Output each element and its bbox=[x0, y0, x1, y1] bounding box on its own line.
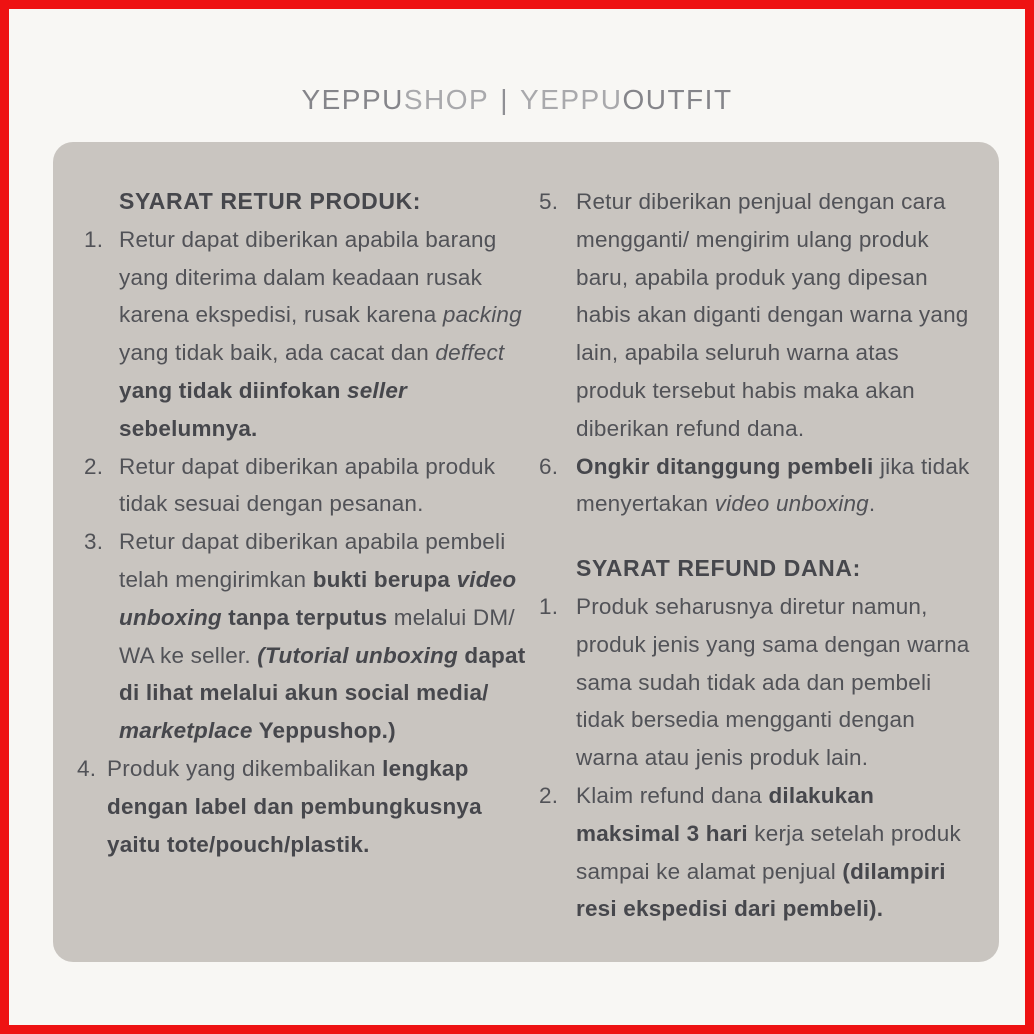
brand-yeppushop-suffix: SHOP bbox=[403, 84, 490, 115]
item-number: 5. bbox=[539, 189, 559, 214]
list-item bbox=[77, 750, 531, 863]
list-item bbox=[84, 221, 531, 448]
brand-header bbox=[9, 83, 1025, 117]
item-text: Retur dapat diberikan apabila produk tidak sesuai dengan pesanan. bbox=[119, 453, 496, 517]
brand-yeppuoutfit-suffix: OUTFIT bbox=[622, 84, 733, 115]
item-number: 2. bbox=[84, 453, 104, 479]
item-number: 1. bbox=[539, 593, 559, 619]
list-item bbox=[539, 183, 975, 448]
item-text: Retur dapat diberikan apabila pembeli telah mengirimkan bukti berupa video unboxing tanpa terputus melalui DM/ WA ke seller. (Tutorial unboxing dapat di lihat melalui akun social media/ marketplace Yeppushop.) bbox=[119, 529, 526, 744]
refund-heading: SYARAT REFUND DANA: bbox=[576, 555, 861, 582]
right-column bbox=[539, 183, 975, 962]
item-text: Produk seharusnya diretur namun, produk jenis yang sama dengan warna sama sudah tidak ada dan pembeli tidak bersedia mengganti dengan warna atau jenis produk lain. bbox=[576, 593, 970, 771]
list-item bbox=[539, 588, 975, 777]
item-number: 4. bbox=[77, 755, 97, 781]
item-number: 2. bbox=[539, 782, 559, 808]
item-number: 1. bbox=[84, 226, 104, 252]
brand-yeppuoutfit-prefix: YEPPU bbox=[520, 84, 623, 115]
list-item bbox=[539, 448, 975, 524]
retur-heading: SYARAT RETUR PRODUK: bbox=[119, 188, 422, 214]
item-text: Retur diberikan penjual dengan cara mengganti/ mengirim ulang produk baru, apabila produk yang dipesan habis akan diganti dengan warna yang lain, apabila seluruh warna atas produk tersebut habis maka akan diberikan refund dana. bbox=[576, 189, 969, 441]
list-item bbox=[84, 523, 531, 750]
list-item bbox=[539, 777, 975, 928]
item-text: Klaim refund dana dilakukan maksimal 3 hari kerja setelah produk sampai ke alamat penjual (dilampiri resi ekspedisi dari pembeli). bbox=[576, 782, 961, 922]
item-text: Ongkir ditanggung pembeli jika tidak menyertakan video unboxing. bbox=[576, 453, 970, 517]
item-text: Retur dapat diberikan apabila barang yang diterima dalam keadaan rusak karena ekspedisi, rusak karena packing yang tidak baik, ada cacat dan deffect yang tidak diinfokan seller sebelumnya. bbox=[119, 226, 522, 441]
item-text: Produk yang dikembalikan lengkap dengan label dan pembungkusnya yaitu tote/pouch/plastik. bbox=[107, 755, 482, 857]
item-number: 3. bbox=[84, 529, 104, 555]
left-column bbox=[77, 183, 531, 962]
brand-yeppushop-prefix: YEPPU bbox=[301, 84, 404, 115]
policy-panel bbox=[53, 142, 999, 962]
list-item bbox=[84, 448, 531, 524]
item-number: 6. bbox=[539, 453, 559, 479]
brand-divider: | bbox=[500, 84, 510, 115]
